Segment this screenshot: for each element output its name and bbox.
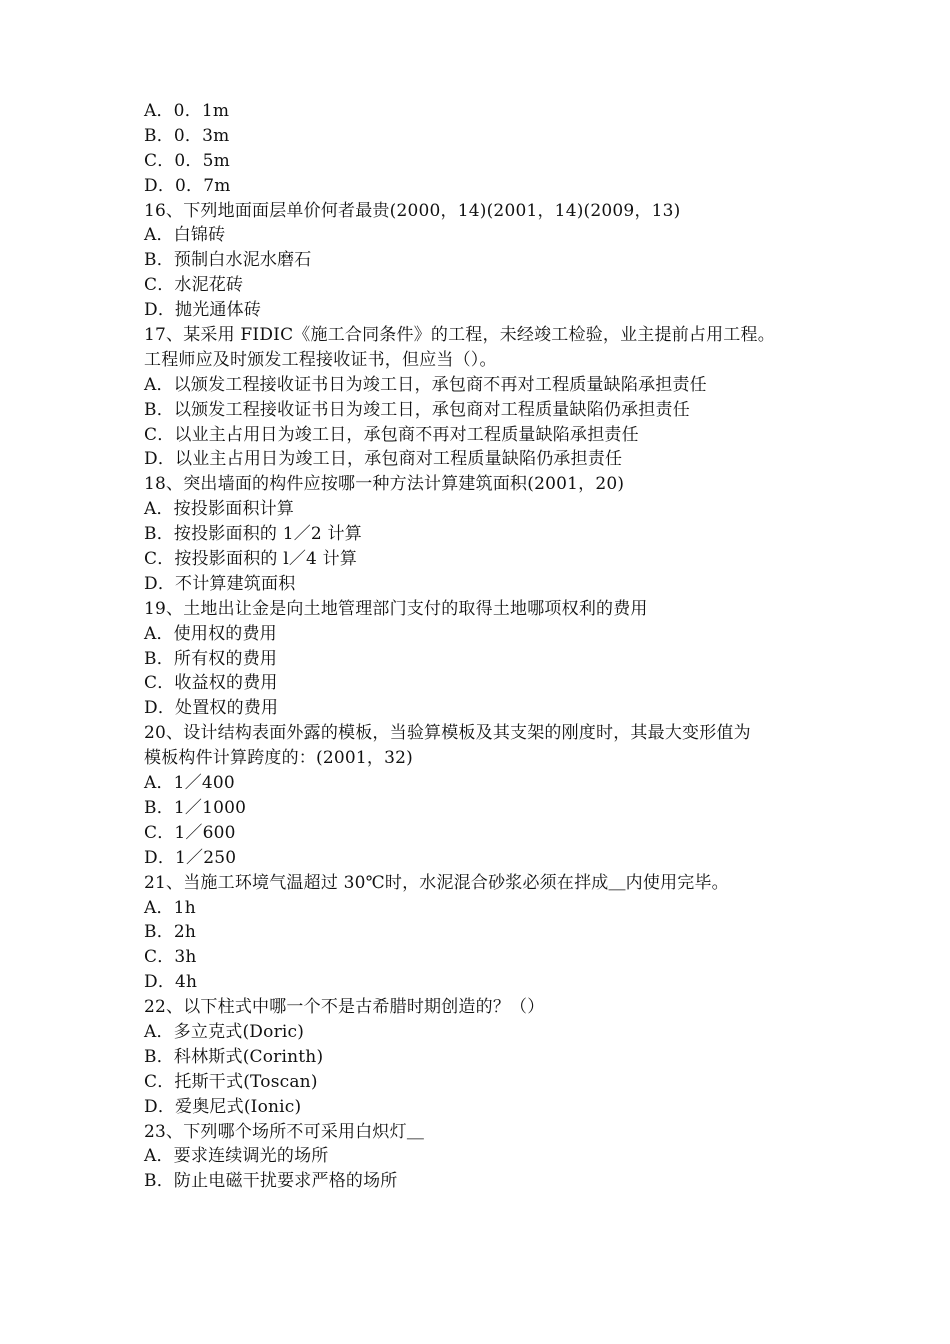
text-line: B．1／1000 [144,797,247,818]
text-line: B．按投影面积的 1／2 计算 [144,524,362,545]
text-line: B．预制白水泥水磨石 [144,250,312,271]
text-line: D．以业主占用日为竣工日，承包商对工程质量缺陷仍承担责任 [144,449,623,470]
text-line: D．1／250 [144,847,237,868]
text-line: C．托斯干式(Toscan) [144,1071,318,1092]
text-line: 19、土地出让金是向土地管理部门支付的取得土地哪项权利的费用 [144,598,648,619]
text-line: B．2h [144,922,197,943]
text-line: 18、突出墙面的构件应按哪一种方法计算建筑面积(2001，20) [144,474,625,495]
text-line: 17、某采用 FIDIC《施工合同条件》的工程，未经竣工检验，业主提前占用工程。 [144,325,775,346]
text-line: 22、以下柱式中哪一个不是古希腊时期创造的？（） [144,997,545,1018]
text-line: B．所有权的费用 [144,648,278,669]
text-line: D．抛光通体砖 [144,300,262,321]
text-line: A．按投影面积计算 [144,499,295,520]
text-line: A．1／400 [144,773,235,794]
text-line: C．以业主占用日为竣工日，承包商不再对工程质量缺陷承担责任 [144,424,639,445]
text-line: 21、当施工环境气温超过 30℃时，水泥混合砂浆必须在拌成＿内使用完毕。 [144,872,729,893]
text-line: 23、下列哪个场所不可采用白炽灯＿ [144,1121,425,1142]
text-line: A．1h [144,897,196,918]
text-line: D．0．7m [144,175,231,196]
text-line: A．多立克式(Doric) [144,1021,305,1042]
text-line: A．0．1m [144,101,230,121]
text-line: C．水泥花砖 [144,275,244,296]
text-line: B．0．3m [144,125,230,146]
text-line: 20、设计结构表面外露的模板，当验算模板及其支架的刚度时，其最大变形值为 [144,723,751,744]
text-line: D．处置权的费用 [144,698,279,719]
text-line: C．3h [144,947,197,968]
text-line: C．收益权的费用 [144,673,278,694]
text-line: C．0．5m [144,150,230,171]
text-line: D．4h [144,972,198,993]
text-line: D．不计算建筑面积 [144,573,296,594]
text-line: A．白锦砖 [144,225,226,246]
text-line: A．以颁发工程接收证书日为竣工日，承包商不再对工程质量缺陷承担责任 [144,374,707,395]
text-line: 工程师应及时颁发工程接收证书，但应当（）。 [144,349,497,370]
text-line: A．使用权的费用 [144,623,277,644]
text-line: A．要求连续调光的场所 [144,1146,329,1167]
document-page [144,99,834,1194]
text-line: C．按投影面积的 l／4 计算 [144,549,358,570]
text-line: 16、下列地面面层单价何者最贵(2000，14)(2001，14)(2009，13) [144,200,681,221]
text-line: B．防止电磁干扰要求严格的场所 [144,1171,398,1192]
text-line: B．科林斯式(Corinth) [144,1046,324,1067]
text-line: B．以颁发工程接收证书日为竣工日，承包商对工程质量缺陷仍承担责任 [144,399,690,420]
text-line: D．爱奥尼式(Ionic) [144,1096,302,1117]
text-line: C．1／600 [144,822,236,843]
text-line: 模板构件计算跨度的：(2001，32) [144,748,413,769]
